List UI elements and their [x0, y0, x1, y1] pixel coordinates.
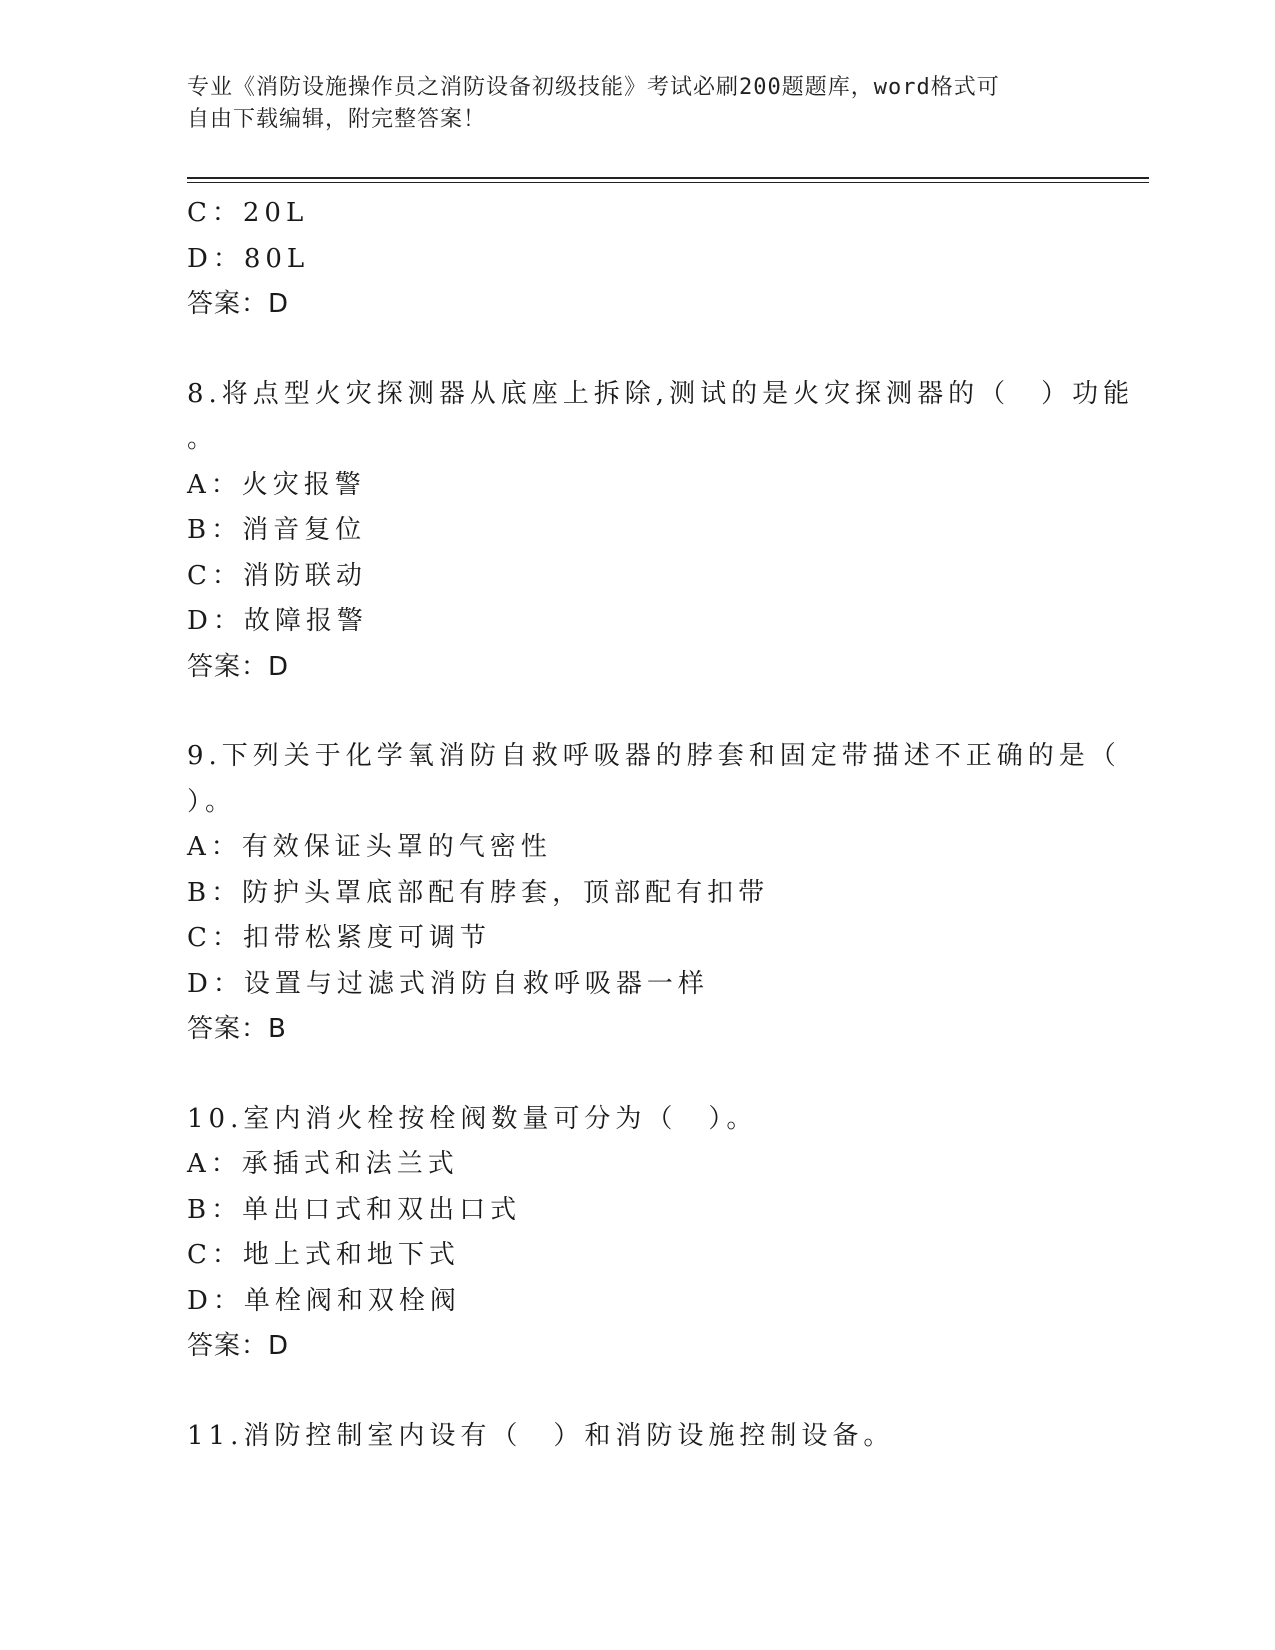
question-text: 9.下列关于化学氧消防自救呼吸器的脖套和固定带描述不正确的是（ [187, 741, 1121, 771]
option-c: C：20L [187, 198, 309, 228]
option-c: C：地上式和地下式 [187, 1240, 460, 1270]
question-text: 8.将点型火灾探测器从底座上拆除,测试的是火灾探测器的（ ）功能 [187, 378, 1135, 409]
header-title-line-1: 专业《消防设施操作员之消防设备初级技能》考试必刷200题题库，word格式可 [187, 75, 1000, 100]
question-7-tail [187, 191, 1087, 328]
question-8 [187, 372, 1135, 691]
answer-label: 答案：D [187, 289, 290, 319]
option-b: B：消音复位 [187, 515, 367, 545]
option-d: D：故障报警 [187, 606, 368, 636]
question-list [187, 191, 1135, 1459]
question-text: 11.消防控制室内设有（ ）和消防设施控制设备。 [187, 1420, 895, 1451]
option-d: D：单栓阀和双栓阀 [187, 1285, 461, 1316]
question-9 [187, 734, 1121, 1053]
answer-label: 答案：D [187, 1331, 290, 1361]
header-divider-thick [187, 177, 1149, 179]
header-divider-thin [187, 182, 1149, 183]
page-header [187, 72, 1067, 136]
option-c: C：扣带松紧度可调节 [187, 923, 491, 953]
question-text-continued: 。 [187, 424, 219, 454]
option-b: B：单出口式和双出口式 [187, 1194, 522, 1225]
option-b: B：防护头罩底部配有脖套，顶部配有扣带 [187, 877, 770, 908]
question-text-continued: ）。 [187, 786, 237, 817]
option-a: A：承插式和法兰式 [187, 1149, 459, 1179]
option-a: A：有效保证头罩的气密性 [187, 832, 552, 862]
option-d: D：80L [187, 243, 310, 274]
option-d: D：设置与过滤式消防自救呼吸器一样 [187, 968, 709, 999]
answer-label: 答案：B [187, 1014, 287, 1044]
header-title-line-2: 自由下载编辑，附完整答案！ [187, 107, 487, 132]
option-c: C：消防联动 [187, 560, 367, 591]
question-10 [187, 1097, 1087, 1370]
question-11 [187, 1414, 1087, 1460]
question-text: 10.室内消火栓按栓阀数量可分为（ ）。 [187, 1103, 758, 1134]
option-a: A：火灾报警 [187, 469, 366, 500]
answer-label: 答案：D [187, 651, 290, 682]
